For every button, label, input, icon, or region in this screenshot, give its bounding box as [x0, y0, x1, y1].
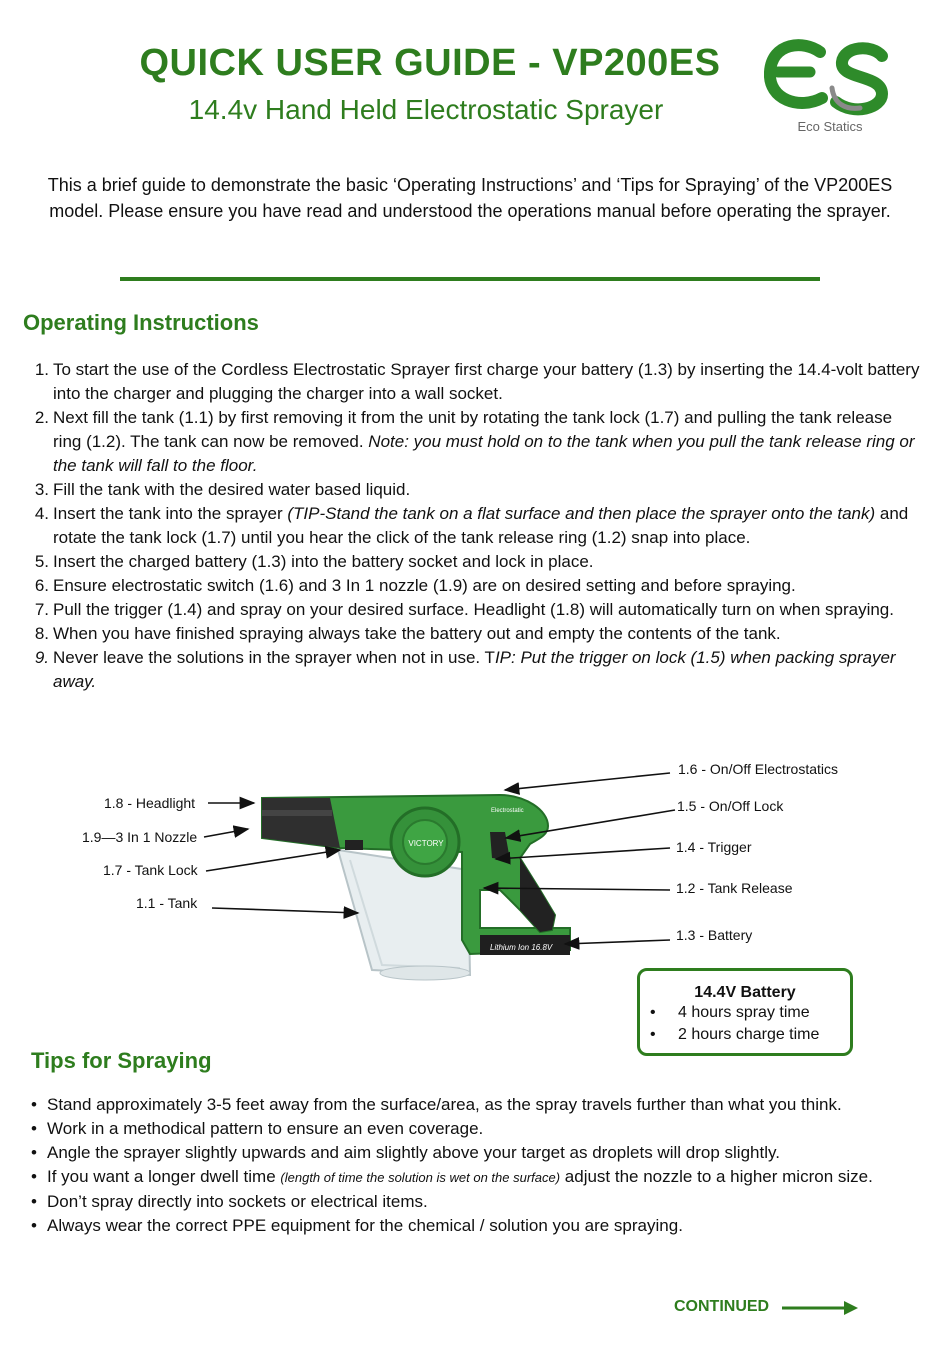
- operating-steps-list: [23, 358, 923, 694]
- label-battery: 1.3 - Battery: [676, 927, 753, 943]
- label-trigger: 1.4 - Trigger: [676, 839, 752, 855]
- list-item: 1. To start the use of the Cordless Electrostatic Sprayer first charge your battery (1.3) by inserting the 14.4-volt battery into the charger and plugging the charger into a wall socket.: [34, 360, 920, 403]
- list-item: 2. Next fill the tank (1.1) by first removing it from the unit by rotating the tank lock (1.7) and pulling the tank release ring (1.2). The tank can now be removed. Note: you must hold on to the tank when you pull the tank release ring or the tank will fall to the floor.: [34, 408, 915, 475]
- label-tank-lock: 1.7 - Tank Lock: [103, 862, 198, 878]
- list-item: • Angle the sprayer slightly upwards and aim slightly above your target as droplets will drop slightly.: [31, 1141, 911, 1165]
- list-item: • Always wear the correct PPE equipment for the chemical / solution you are spraying.: [31, 1214, 911, 1238]
- label-tank: 1.1 - Tank: [136, 895, 198, 911]
- label-on-off-lock: 1.5 - On/Off Lock: [677, 798, 784, 814]
- device-switch-text: Electrostatic: [491, 808, 524, 814]
- tips-list: [31, 1093, 911, 1238]
- list-item: 9. Never leave the solutions in the sprayer when not in use. TIP: Put the trigger on lock (1.5) when packing sprayer away.: [34, 648, 896, 691]
- page-title: QUICK USER GUIDE - VP200ES: [139, 42, 721, 84]
- list-item: 5. Insert the charged battery (1.3) into the battery socket and lock in place.: [34, 552, 594, 571]
- list-item: • 2 hours charge time: [640, 1024, 850, 1046]
- battery-info-title: 14.4V Battery: [694, 984, 796, 1001]
- list-item: • 4 hours spray time: [640, 1002, 850, 1024]
- list-item: 4. Insert the tank into the sprayer (TIP-Stand the tank on a flat surface and then place the sprayer onto the tank) and rotate the tank lock (1.7) until you hear the click of the tank release ring (1.2) snap into place.: [34, 504, 909, 547]
- device-battery-text: Lithium Ion 16.8V: [490, 943, 553, 952]
- list-item: • Don’t spray directly into sockets or electrical items.: [31, 1190, 911, 1214]
- page-subtitle: 14.4v Hand Held Electrostatic Sprayer: [188, 94, 664, 125]
- battery-info-box: [637, 968, 853, 1056]
- continued-label: CONTINUED: [674, 1298, 770, 1315]
- label-nozzle: 1.9—3 In 1 Nozzle: [82, 829, 198, 845]
- intro-paragraph: This a brief guide to demonstrate the basic ‘Operating Instructions’ and ‘Tips for Spraying’ of the VP200ES model. Please ensure you have read and understood the operations manual before operating the sprayer.: [47, 175, 893, 221]
- list-item: 6. Ensure electrostatic switch (1.6) and 3 In 1 nozzle (1.9) are on desired setting and before spraying.: [34, 576, 796, 595]
- operating-instructions-heading: Operating Instructions: [23, 310, 259, 335]
- list-item: 8. When you have finished spraying always take the battery out and empty the contents of the tank.: [34, 624, 781, 643]
- tips-heading: Tips for Spraying: [31, 1048, 212, 1073]
- list-item: 7. Pull the trigger (1.4) and spray on your desired surface. Headlight (1.8) will automatically turn on when spraying.: [34, 600, 894, 619]
- list-item: 3. Fill the tank with the desired water based liquid.: [34, 480, 411, 499]
- list-item: • Work in a methodical pattern to ensure an even coverage.: [31, 1117, 911, 1141]
- label-electrostatics: 1.6 - On/Off Electrostatics: [678, 761, 839, 777]
- arrow-right-icon: [780, 1298, 860, 1318]
- list-item: • Stand approximately 3-5 feet away from the surface/area, as the spray travels further than what you think.: [31, 1093, 911, 1117]
- label-tank-release: 1.2 - Tank Release: [676, 880, 793, 896]
- list-item: • If you want a longer dwell time (length of time the solution is wet on the surface) adjust the nozzle to a higher micron size.: [31, 1165, 911, 1190]
- logo-text: Eco Statics: [797, 119, 863, 134]
- battery-info-list: [640, 1002, 850, 1046]
- label-headlight: 1.8 - Headlight: [104, 795, 196, 811]
- divider: [120, 277, 820, 281]
- device-badge-text: VICTORY: [408, 839, 444, 848]
